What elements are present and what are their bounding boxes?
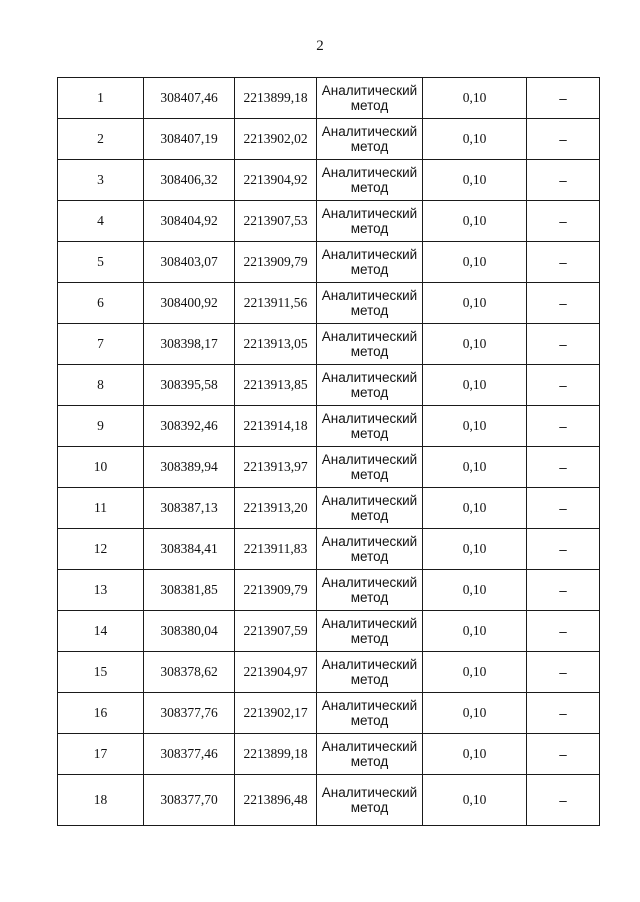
method-text-line-2: метод	[350, 303, 389, 318]
x-coordinate-cell: 308384,41	[144, 529, 235, 570]
accuracy-cell: 0,10	[423, 775, 527, 826]
method-cell	[317, 693, 423, 734]
y-coordinate-cell: 2213904,92	[235, 160, 317, 201]
note-cell: –	[527, 324, 600, 365]
method-cell	[317, 201, 423, 242]
method-text-line-2: метод	[350, 800, 389, 815]
accuracy-cell: 0,10	[423, 570, 527, 611]
method-text-line-2: метод	[350, 467, 389, 482]
point-number-cell: 12	[58, 529, 144, 570]
method-text-line-1: Аналитический	[321, 452, 418, 467]
x-coordinate-cell: 308377,76	[144, 693, 235, 734]
table-row	[58, 78, 600, 119]
method-text-line-1: Аналитический	[321, 534, 418, 549]
method-cell	[317, 734, 423, 775]
method-text-line-2: метод	[350, 344, 389, 359]
point-number-cell: 8	[58, 365, 144, 406]
accuracy-cell: 0,10	[423, 242, 527, 283]
y-coordinate-cell: 2213911,56	[235, 283, 317, 324]
y-coordinate-cell: 2213913,85	[235, 365, 317, 406]
table-row	[58, 160, 600, 201]
note-cell: –	[527, 488, 600, 529]
method-text-line-1: Аналитический	[321, 165, 418, 180]
method-text-line-1: Аналитический	[321, 657, 418, 672]
x-coordinate-cell: 308404,92	[144, 201, 235, 242]
y-coordinate-cell: 2213907,53	[235, 201, 317, 242]
note-cell: –	[527, 693, 600, 734]
method-text-line-1: Аналитический	[321, 124, 418, 139]
method-cell	[317, 488, 423, 529]
method-text-line-1: Аналитический	[321, 411, 418, 426]
accuracy-cell: 0,10	[423, 529, 527, 570]
x-coordinate-cell: 308398,17	[144, 324, 235, 365]
table-row	[58, 447, 600, 488]
method-text-line-1: Аналитический	[321, 575, 418, 590]
accuracy-cell: 0,10	[423, 611, 527, 652]
accuracy-cell: 0,10	[423, 78, 527, 119]
accuracy-cell: 0,10	[423, 201, 527, 242]
note-cell: –	[527, 365, 600, 406]
x-coordinate-cell: 308406,32	[144, 160, 235, 201]
table-row	[58, 201, 600, 242]
method-text-line-1: Аналитический	[321, 83, 418, 98]
table-row	[58, 324, 600, 365]
y-coordinate-cell: 2213896,48	[235, 775, 317, 826]
note-cell: –	[527, 283, 600, 324]
coordinates-table	[57, 77, 600, 826]
method-cell	[317, 406, 423, 447]
table-row	[58, 734, 600, 775]
note-cell: –	[527, 78, 600, 119]
method-cell	[317, 78, 423, 119]
method-cell	[317, 529, 423, 570]
accuracy-cell: 0,10	[423, 734, 527, 775]
x-coordinate-cell: 308377,46	[144, 734, 235, 775]
method-text-line-2: метод	[350, 139, 389, 154]
method-text-line-1: Аналитический	[321, 288, 418, 303]
method-cell	[317, 283, 423, 324]
method-cell	[317, 242, 423, 283]
method-text-line-1: Аналитический	[321, 247, 418, 262]
note-cell: –	[527, 570, 600, 611]
method-text-line-2: метод	[350, 98, 389, 113]
point-number-cell: 1	[58, 78, 144, 119]
accuracy-cell: 0,10	[423, 488, 527, 529]
method-cell	[317, 324, 423, 365]
y-coordinate-cell: 2213899,18	[235, 734, 317, 775]
accuracy-cell: 0,10	[423, 406, 527, 447]
note-cell: –	[527, 242, 600, 283]
x-coordinate-cell: 308381,85	[144, 570, 235, 611]
note-cell: –	[527, 611, 600, 652]
x-coordinate-cell: 308403,07	[144, 242, 235, 283]
table-row	[58, 406, 600, 447]
method-text-line-2: метод	[350, 426, 389, 441]
table-row	[58, 693, 600, 734]
table-row	[58, 529, 600, 570]
table-row	[58, 283, 600, 324]
method-text-line-2: метод	[350, 754, 389, 769]
x-coordinate-cell: 308407,46	[144, 78, 235, 119]
accuracy-cell: 0,10	[423, 283, 527, 324]
y-coordinate-cell: 2213911,83	[235, 529, 317, 570]
method-cell	[317, 570, 423, 611]
note-cell: –	[527, 160, 600, 201]
table-row	[58, 570, 600, 611]
method-text-line-1: Аналитический	[321, 785, 418, 800]
method-cell	[317, 775, 423, 826]
accuracy-cell: 0,10	[423, 447, 527, 488]
x-coordinate-cell: 308400,92	[144, 283, 235, 324]
point-number-cell: 7	[58, 324, 144, 365]
note-cell: –	[527, 119, 600, 160]
accuracy-cell: 0,10	[423, 365, 527, 406]
point-number-cell: 4	[58, 201, 144, 242]
note-cell: –	[527, 447, 600, 488]
x-coordinate-cell: 308392,46	[144, 406, 235, 447]
page-number: 2	[316, 38, 324, 54]
y-coordinate-cell: 2213907,59	[235, 611, 317, 652]
method-text-line-2: метод	[350, 385, 389, 400]
method-text-line-1: Аналитический	[321, 370, 418, 385]
note-cell: –	[527, 406, 600, 447]
method-cell	[317, 119, 423, 160]
point-number-cell: 14	[58, 611, 144, 652]
x-coordinate-cell: 308377,70	[144, 775, 235, 826]
method-text-line-2: метод	[350, 590, 389, 605]
table-row	[58, 242, 600, 283]
accuracy-cell: 0,10	[423, 693, 527, 734]
y-coordinate-cell: 2213899,18	[235, 78, 317, 119]
method-text-line-2: метод	[350, 672, 389, 687]
point-number-cell: 18	[58, 775, 144, 826]
table-row	[58, 119, 600, 160]
method-text-line-1: Аналитический	[321, 698, 418, 713]
method-text-line-2: метод	[350, 180, 389, 195]
point-number-cell: 17	[58, 734, 144, 775]
y-coordinate-cell: 2213902,02	[235, 119, 317, 160]
point-number-cell: 6	[58, 283, 144, 324]
y-coordinate-cell: 2213913,97	[235, 447, 317, 488]
table-row	[58, 611, 600, 652]
x-coordinate-cell: 308395,58	[144, 365, 235, 406]
point-number-cell: 2	[58, 119, 144, 160]
method-cell	[317, 611, 423, 652]
note-cell: –	[527, 529, 600, 570]
method-text-line-2: метод	[350, 713, 389, 728]
method-text-line-2: метод	[350, 221, 389, 236]
note-cell: –	[527, 775, 600, 826]
method-cell	[317, 447, 423, 488]
point-number-cell: 15	[58, 652, 144, 693]
method-text-line-1: Аналитический	[321, 493, 418, 508]
x-coordinate-cell: 308389,94	[144, 447, 235, 488]
note-cell: –	[527, 734, 600, 775]
method-text-line-1: Аналитический	[321, 739, 418, 754]
accuracy-cell: 0,10	[423, 160, 527, 201]
method-text-line-1: Аналитический	[321, 616, 418, 631]
method-text-line-2: метод	[350, 262, 389, 277]
table-row	[58, 775, 600, 826]
x-coordinate-cell: 308407,19	[144, 119, 235, 160]
note-cell: –	[527, 201, 600, 242]
point-number-cell: 3	[58, 160, 144, 201]
method-cell	[317, 652, 423, 693]
method-cell	[317, 160, 423, 201]
point-number-cell: 13	[58, 570, 144, 611]
method-cell	[317, 365, 423, 406]
coordinates-table-body	[58, 78, 600, 826]
y-coordinate-cell: 2213913,05	[235, 324, 317, 365]
y-coordinate-cell: 2213902,17	[235, 693, 317, 734]
method-text-line-2: метод	[350, 508, 389, 523]
method-text-line-1: Аналитический	[321, 206, 418, 221]
method-text-line-2: метод	[350, 631, 389, 646]
table-row	[58, 488, 600, 529]
point-number-cell: 16	[58, 693, 144, 734]
accuracy-cell: 0,10	[423, 324, 527, 365]
y-coordinate-cell: 2213904,97	[235, 652, 317, 693]
y-coordinate-cell: 2213909,79	[235, 570, 317, 611]
x-coordinate-cell: 308380,04	[144, 611, 235, 652]
x-coordinate-cell: 308387,13	[144, 488, 235, 529]
method-text-line-1: Аналитический	[321, 329, 418, 344]
table-row	[58, 365, 600, 406]
y-coordinate-cell: 2213913,20	[235, 488, 317, 529]
y-coordinate-cell: 2213914,18	[235, 406, 317, 447]
point-number-cell: 9	[58, 406, 144, 447]
note-cell: –	[527, 652, 600, 693]
point-number-cell: 10	[58, 447, 144, 488]
table-row	[58, 652, 600, 693]
method-text-line-2: метод	[350, 549, 389, 564]
point-number-cell: 5	[58, 242, 144, 283]
point-number-cell: 11	[58, 488, 144, 529]
y-coordinate-cell: 2213909,79	[235, 242, 317, 283]
x-coordinate-cell: 308378,62	[144, 652, 235, 693]
accuracy-cell: 0,10	[423, 119, 527, 160]
accuracy-cell: 0,10	[423, 652, 527, 693]
